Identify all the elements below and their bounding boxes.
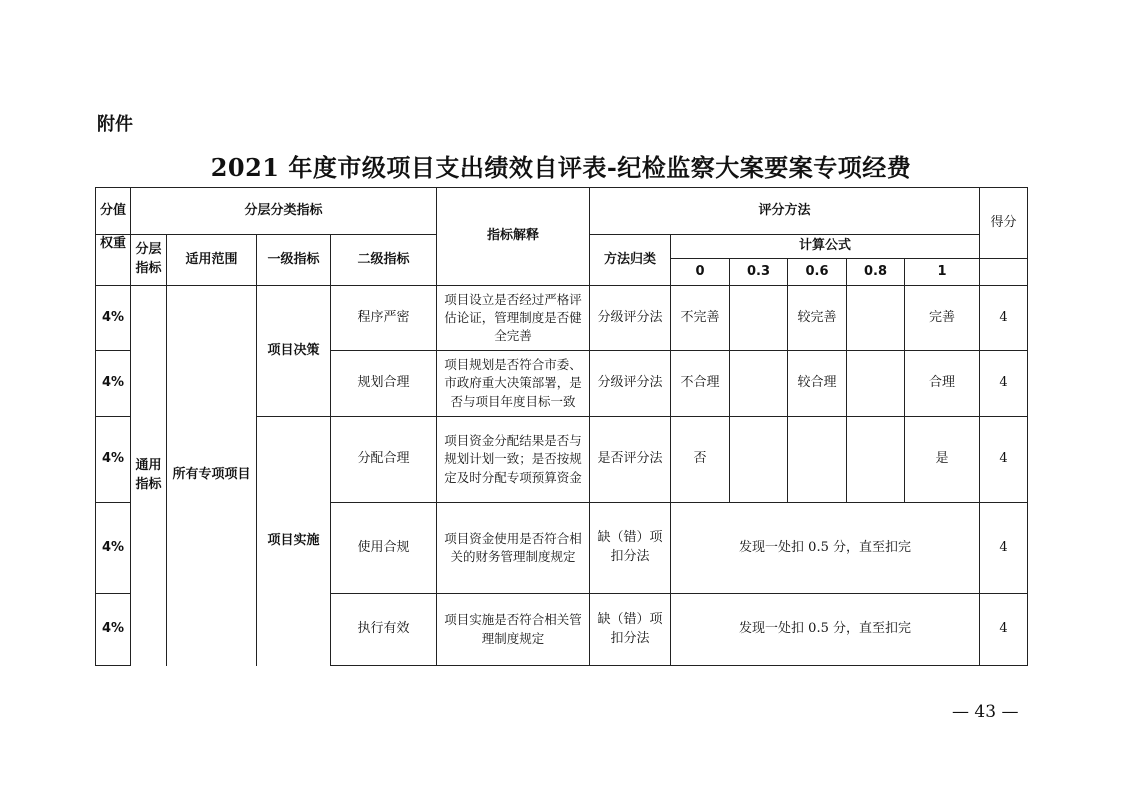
weight-cell: 4% xyxy=(96,286,131,351)
grade-0-header: 0 xyxy=(671,259,730,286)
layer-header xyxy=(131,235,167,286)
evaluation-table xyxy=(95,187,1028,666)
explanation-cell: 项目实施是否符合相关管理制度规定 xyxy=(437,594,590,666)
grade-08-cell xyxy=(847,417,905,503)
layer-header-line2: 指标 xyxy=(135,261,162,276)
method-cell: 缺（错）项扣分法 xyxy=(590,503,671,594)
scope-header: 适用范围 xyxy=(167,235,257,286)
weight-header-line1: 分值 xyxy=(99,202,126,218)
formula-cell: 发现一处扣 0.5 分，直至扣完 xyxy=(671,503,980,594)
table-row xyxy=(96,286,1028,351)
explanation-cell: 项目资金使用是否符合相关的财务管理制度规定 xyxy=(437,503,590,594)
grade-03-cell xyxy=(730,351,788,417)
level2-cell: 使用合规 xyxy=(331,503,437,594)
weight-cell: 4% xyxy=(96,503,131,594)
level1-cell-decision: 项目决策 xyxy=(257,286,331,417)
grade-08-header: 0.8 xyxy=(847,259,905,286)
explanation-cell: 项目设立是否经过严格评估论证，管理制度是否健全完善 xyxy=(437,286,590,351)
grade-03-cell xyxy=(730,286,788,351)
scoring-method-header: 评分方法 xyxy=(590,188,980,235)
grade-06-header: 0.6 xyxy=(788,259,847,286)
explanation-cell: 项目资金分配结果是否与规划计划一致；是否按规定及时分配专项预算资金 xyxy=(437,417,590,503)
level2-cell: 程序严密 xyxy=(331,286,437,351)
score-cell: 4 xyxy=(980,286,1028,351)
score-header: 得分 xyxy=(980,188,1028,259)
method-cell: 缺（错）项扣分法 xyxy=(590,594,671,666)
grade-1-cell: 完善 xyxy=(905,286,980,351)
method-category-header: 方法归类 xyxy=(590,235,671,286)
formula-cell: 发现一处扣 0.5 分，直至扣完 xyxy=(671,594,980,666)
grade-08-cell xyxy=(847,351,905,417)
method-cell: 是否评分法 xyxy=(590,417,671,503)
weight-header-line2: 权重 xyxy=(99,236,126,251)
weight-cell: 4% xyxy=(96,351,131,417)
formula-header: 计算公式 xyxy=(671,235,980,259)
layer-value-line2: 指标 xyxy=(135,476,162,492)
weight-cell: 4% xyxy=(96,594,131,666)
grade-08-cell xyxy=(847,286,905,351)
layer-header-line1: 分层 xyxy=(135,242,162,258)
grade-03-cell xyxy=(730,417,788,503)
level2-cell: 执行有效 xyxy=(331,594,437,666)
grade-06-cell xyxy=(788,417,847,503)
layer-cell xyxy=(131,286,167,666)
grade-1-cell: 是 xyxy=(905,417,980,503)
score-cell: 4 xyxy=(980,594,1028,666)
score-cell: 4 xyxy=(980,503,1028,594)
method-cell: 分级评分法 xyxy=(590,351,671,417)
weight-cell: 4% xyxy=(96,417,131,503)
grade-1-cell: 合理 xyxy=(905,351,980,417)
level2-header: 二级指标 xyxy=(331,235,437,286)
grade-0-cell: 否 xyxy=(671,417,730,503)
grade-06-cell: 较合理 xyxy=(788,351,847,417)
level1-cell-implementation: 项目实施 xyxy=(257,417,331,666)
grade-0-cell: 不合理 xyxy=(671,351,730,417)
explanation-cell: 项目规划是否符合市委、市政府重大决策部署，是否与项目年度目标一致 xyxy=(437,351,590,417)
page-number: — 43 — xyxy=(952,702,1019,722)
score-cell: 4 xyxy=(980,417,1028,503)
grade-03-header: 0.3 xyxy=(730,259,788,286)
score-header-blank xyxy=(980,259,1028,286)
attachment-label: 附件 xyxy=(97,114,133,135)
score-cell: 4 xyxy=(980,351,1028,417)
scope-cell: 所有专项项目 xyxy=(167,286,257,666)
grade-06-cell: 较完善 xyxy=(788,286,847,351)
layered-indicators-header: 分层分类指标 xyxy=(131,188,437,235)
level2-cell: 分配合理 xyxy=(331,417,437,503)
indicator-explanation-header: 指标解释 xyxy=(437,188,590,286)
grade-0-cell: 不完善 xyxy=(671,286,730,351)
weight-header xyxy=(96,188,131,235)
method-cell: 分级评分法 xyxy=(590,286,671,351)
weight-header-cont xyxy=(96,235,131,286)
grade-1-header: 1 xyxy=(905,259,980,286)
level2-cell: 规划合理 xyxy=(331,351,437,417)
level1-header: 一级指标 xyxy=(257,235,331,286)
layer-value-line1: 通用 xyxy=(135,457,162,473)
page-title: 2021 年度市级项目支出绩效自评表-纪检监察大案要案专项经费 xyxy=(210,153,912,182)
